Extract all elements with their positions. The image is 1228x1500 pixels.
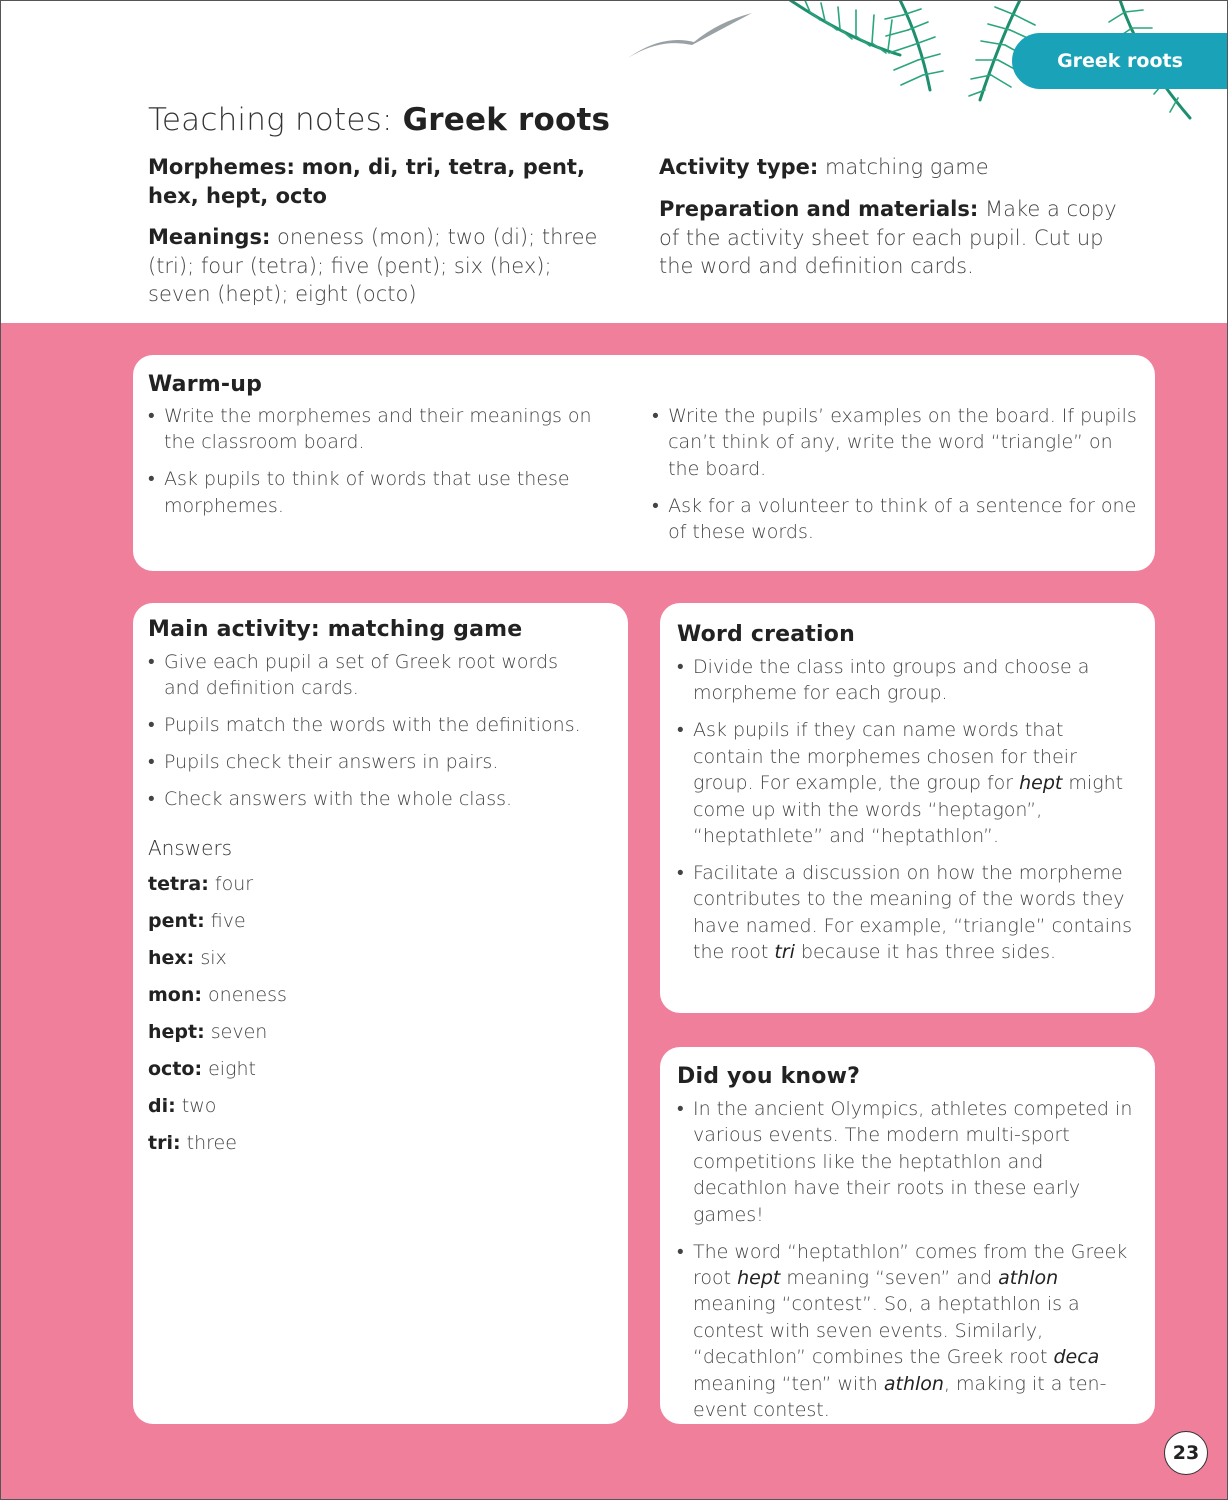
meanings-label: Meanings: [148, 225, 271, 249]
answer-item [148, 871, 613, 897]
morphemes-line [148, 153, 618, 210]
list-item [677, 1239, 1137, 1424]
list-item: • Write the pupils’ examples on the board. If pupils can’t think of any, write the word “triangle” on the board. [652, 403, 1140, 482]
activity-type-value: matching game [824, 155, 989, 179]
answer-meaning: eight [208, 1057, 256, 1080]
list-item [677, 860, 1135, 966]
word-creation-list [677, 654, 1135, 965]
activity-type-line [659, 153, 1129, 182]
did-you-know-list [677, 1096, 1137, 1423]
text-span: meaning “seven” and [780, 1266, 999, 1289]
answer-meaning: three [186, 1131, 237, 1154]
italic-term: deca [1053, 1346, 1100, 1369]
preparation-label: Preparation and materials: [659, 197, 979, 221]
italic-term: tri [774, 941, 795, 964]
list-item: • Divide the class into groups and choose a morpheme for each group. [677, 654, 1135, 707]
text-span: might come up with the words “heptagon”, “heptathlete” and “heptathlon”. [693, 772, 1124, 847]
text-span: meaning “ten” with [693, 1372, 884, 1395]
word-creation-title: Word creation [677, 622, 855, 647]
answer-item [148, 1130, 613, 1156]
page-title-prefix: Teaching notes: [148, 102, 403, 138]
answer-item [148, 1093, 613, 1119]
answer-item [148, 908, 613, 934]
italic-term: athlon [883, 1372, 944, 1395]
italic-term: athlon [998, 1266, 1059, 1289]
answer-meaning: four [214, 872, 254, 895]
answer-word: hept: [148, 1020, 205, 1043]
did-you-know-card [660, 1047, 1155, 1424]
seagull-icon [628, 13, 752, 58]
answers-heading: Answers [148, 835, 233, 860]
morphemes-label: Morphemes: [148, 155, 295, 179]
answer-word: tetra: [148, 872, 209, 895]
main-activity-title: Main activity: matching game [148, 617, 523, 642]
list-item: • In the ancient Olympics, athletes competed in various events. The modern multi-sport competitions like the heptathlon and decathlon have their roots in these early games! [677, 1096, 1137, 1228]
italic-term: hept [737, 1266, 781, 1289]
list-item: • Check answers with the whole class. [148, 786, 598, 812]
text-span: , making it a ten-event contest. [693, 1372, 1107, 1421]
section-tab [1012, 33, 1228, 89]
page-number-text: 23 [1172, 1442, 1200, 1464]
page-number [1164, 1431, 1208, 1475]
activity-type-label: Activity type: [659, 155, 819, 179]
list-item: • Write the morphemes and their meanings on the classroom board. [148, 403, 626, 456]
page-title-topic: Greek roots [402, 102, 611, 138]
answer-item [148, 1056, 613, 1082]
answer-word: pent: [148, 909, 205, 932]
morphemes-value: mon, di, tri, tetra, pent, hex, hept, octo [148, 155, 585, 208]
answer-item [148, 1019, 613, 1045]
answer-meaning: five [210, 909, 246, 932]
answer-meaning: oneness [208, 983, 287, 1006]
word-creation-card [660, 603, 1155, 1013]
warmup-card [133, 355, 1155, 571]
text-span: The word “heptathlon” comes from the Greek root [693, 1240, 1128, 1289]
answer-item [148, 982, 613, 1008]
meanings-line [148, 223, 618, 309]
list-item: • Pupils check their answers in pairs. [148, 749, 598, 775]
page-title [148, 102, 610, 138]
list-item: • Ask for a volunteer to think of a sentence for one of these words. [652, 493, 1140, 546]
answer-meaning: two [181, 1094, 217, 1117]
preparation-value: Make a copy of the activity sheet for each pupil. Cut up the word and definition cards. [659, 197, 1117, 278]
text-span: because it has three sides. [794, 941, 1057, 964]
text-span: Facilitate a discussion on how the morpheme contributes to the meaning of the words they have named. For example, “triangle” contains the root [693, 861, 1133, 964]
list-item: • Pupils match the words with the definitions. [148, 712, 598, 738]
italic-term: hept [1019, 772, 1063, 795]
text-span: Ask pupils if they can name words that contain the morphemes chosen for their group. For example, the group for [693, 719, 1077, 795]
list-item [677, 717, 1135, 849]
text-span: meaning “contest”. So, a heptathlon is a contest with seven events. Similarly, “decathlon” combines the Greek root [693, 1293, 1080, 1369]
did-you-know-title: Did you know? [677, 1064, 861, 1089]
answer-meaning: six [200, 946, 227, 969]
warmup-title: Warm-up [148, 372, 263, 397]
section-tab-label: Greek roots [1057, 50, 1183, 72]
answer-word: octo: [148, 1057, 203, 1080]
answer-word: mon: [148, 983, 202, 1006]
warmup-left-list [148, 403, 636, 556]
list-item: • Ask pupils to think of words that use these morphemes. [148, 466, 626, 519]
main-activity-card [133, 603, 628, 1424]
answer-word: hex: [148, 946, 195, 969]
meanings-value: oneness (mon); two (di); three (tri); four (tetra); five (pent); six (hex); seven (hept); eight (octo) [148, 225, 598, 306]
answer-word: di: [148, 1094, 176, 1117]
list-item: • Give each pupil a set of Greek root words and definition cards. [148, 649, 598, 702]
warmup-right-list [652, 403, 1140, 556]
answer-meaning: seven [210, 1020, 268, 1043]
preparation-line [659, 195, 1129, 281]
main-activity-list [148, 649, 598, 813]
answer-item [148, 945, 613, 971]
answer-word: tri: [148, 1131, 181, 1154]
